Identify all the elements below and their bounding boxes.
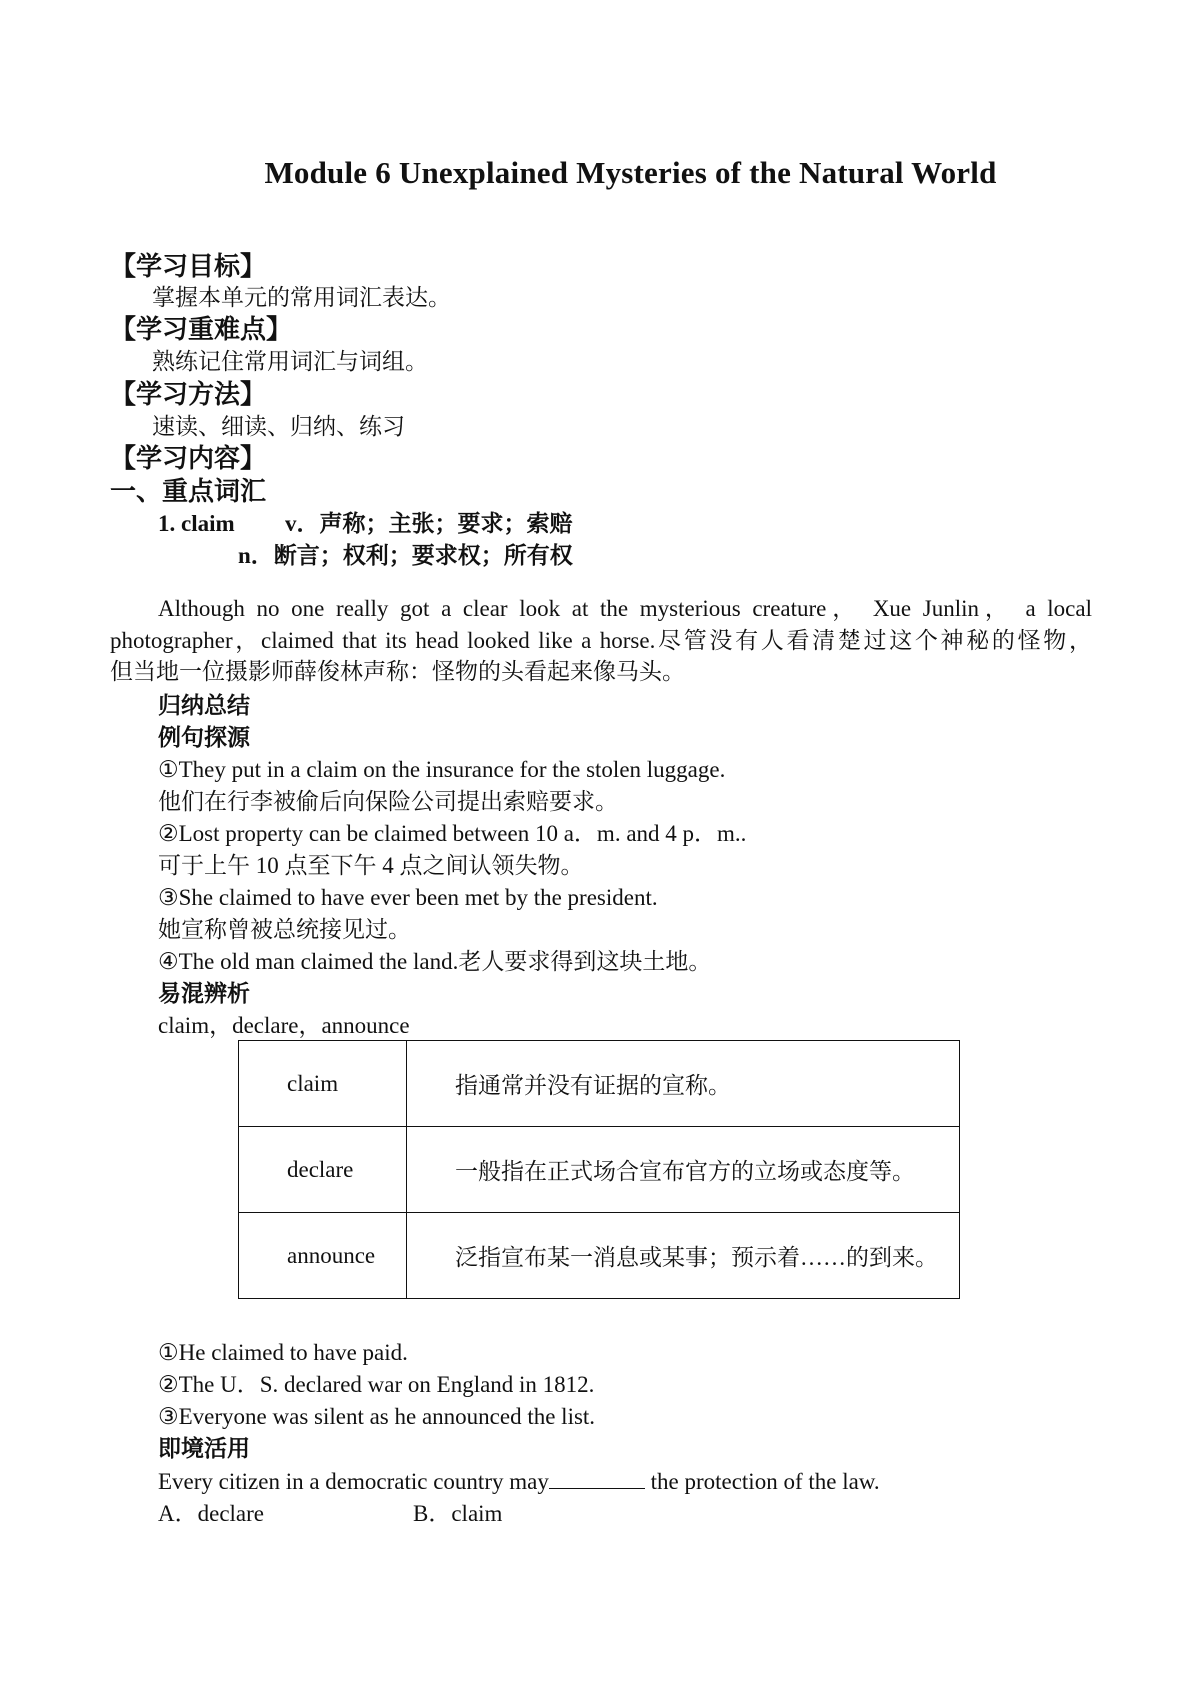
entry-example-line: photographer，claimed that its head looked like a horse.尽管没有人看清楚过这个神秘的怪物， xyxy=(110,627,1092,653)
option-b[interactable]: B．claim xyxy=(413,1501,503,1526)
practice-question xyxy=(158,1467,880,1497)
entry-word: 1. claim xyxy=(158,511,235,536)
learning-goal-heading: 【学习目标】 xyxy=(110,252,267,281)
entry-example-line: Although no one really got a clear look at the mysterious creature， Xue Junlin， a local xyxy=(158,596,1092,621)
example-translation: 可于上午 10 点至下午 4 点之间认领失物。 xyxy=(158,853,584,878)
comparison-table xyxy=(238,1040,960,1299)
table-cell-word: declare xyxy=(239,1127,407,1213)
confusion-example: ②The U．S. declared war on England in 1812. xyxy=(158,1372,595,1397)
method-text: 速读、细读、归纳、练习 xyxy=(152,414,405,439)
method-heading: 【学习方法】 xyxy=(110,380,267,409)
examples-heading: 例句探源 xyxy=(158,725,250,750)
example-sentence: ②Lost property can be claimed between 10 a．m. and 4 p．m.. xyxy=(158,821,747,846)
page-title: Module 6 Unexplained Mysteries of the Natural World xyxy=(264,155,997,190)
confusion-heading: 易混辨析 xyxy=(158,981,250,1006)
example-translation: 他们在行李被偷后向保险公司提出索赔要求。 xyxy=(158,789,618,814)
practice-question-end: the protection of the law. xyxy=(644,1469,880,1494)
table-row xyxy=(239,1127,960,1213)
option-a[interactable]: A．declare xyxy=(158,1501,264,1526)
confusion-example: ①He claimed to have paid. xyxy=(158,1340,408,1365)
practice-question-start: Every citizen in a democratic country may xyxy=(158,1469,549,1494)
content-heading: 【学习内容】 xyxy=(110,444,267,473)
entry-verb-meaning: v．声称；主张；要求；索赔 xyxy=(285,511,573,536)
example-translation: 她宣称曾被总统接见过。 xyxy=(158,917,411,942)
summary-heading: 归纳总结 xyxy=(158,693,250,718)
example-sentence: ③She claimed to have ever been met by the president. xyxy=(158,885,658,910)
answer-blank[interactable] xyxy=(549,1470,645,1489)
table-cell-word: announce xyxy=(239,1213,407,1299)
table-cell-word: claim xyxy=(239,1041,407,1127)
entry-example-line: 但当地一位摄影师薛俊林声称：怪物的头看起来像马头。 xyxy=(110,659,685,684)
confusion-words: claim，declare，announce xyxy=(158,1013,410,1038)
table-cell-definition: 指通常并没有证据的宣称。 xyxy=(407,1041,960,1127)
entry-noun-meaning: n．断言；权利；要求权；所有权 xyxy=(238,543,573,568)
difficulty-heading: 【学习重难点】 xyxy=(110,315,293,344)
difficulty-text: 熟练记住常用词汇与词组。 xyxy=(152,349,428,374)
table-cell-definition: 一般指在正式场合宣布官方的立场或态度等。 xyxy=(407,1127,960,1213)
confusion-example: ③Everyone was silent as he announced the list. xyxy=(158,1404,596,1429)
example-sentence: ④The old man claimed the land.老人要求得到这块土地。 xyxy=(158,949,712,974)
table-cell-definition: 泛指宣布某一消息或某事；预示着……的到来。 xyxy=(407,1213,960,1299)
table-row xyxy=(239,1041,960,1127)
vocabulary-heading: 一、重点词汇 xyxy=(110,477,267,506)
entry-example-paragraph xyxy=(110,593,1092,688)
table-row xyxy=(239,1213,960,1299)
learning-goal-text: 掌握本单元的常用词汇表达。 xyxy=(152,285,451,310)
example-sentence: ①They put in a claim on the insurance for the stolen luggage. xyxy=(158,757,726,782)
practice-heading: 即境活用 xyxy=(158,1436,250,1461)
